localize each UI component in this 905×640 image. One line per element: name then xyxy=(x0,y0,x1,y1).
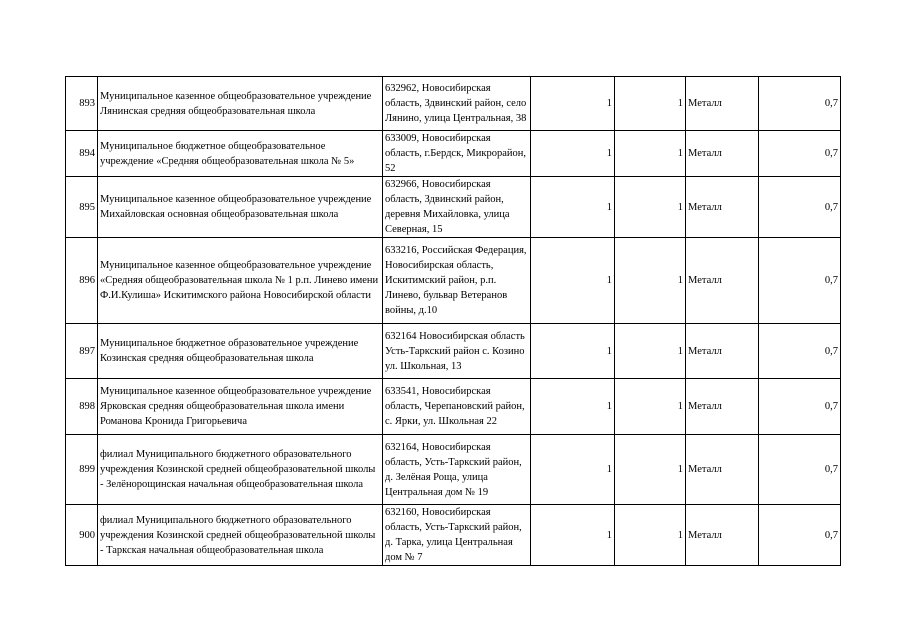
institution-address: 632966, Новосибирская область, Здвинский район, деревня Михайловка, улица Северная, 15 xyxy=(383,177,531,238)
table-row xyxy=(66,238,841,324)
institution-name: филиал Муниципального бюджетного образовательного учреждения Козинской средней общеобразовательной школы - Таркская начальная общеобразовательная школа xyxy=(98,505,383,566)
material: Металл xyxy=(686,379,759,435)
quantity-2: 1 xyxy=(615,379,686,435)
institution-name: Муниципальное казенное общеобразовательное учреждение «Средняя общеобразовательная школа № 1 р.п. Линево имени Ф.И.Кулиша» Искитимского района Новосибирской области xyxy=(98,238,383,324)
row-number: 895 xyxy=(66,177,98,238)
table-row xyxy=(66,505,841,566)
institution-name: Муниципальное казенное общеобразовательное учреждение Михайловская основная общеобразовательная школа xyxy=(98,177,383,238)
institution-address: 633216, Российская Федерация, Новосибирская область, Искитимский район, р.п. Линево, бульвар Ветеранов войны, д.10 xyxy=(383,238,531,324)
volume: 0,7 xyxy=(759,435,841,505)
row-number: 899 xyxy=(66,435,98,505)
quantity-2: 1 xyxy=(615,238,686,324)
quantity-1: 1 xyxy=(531,505,615,566)
table-row xyxy=(66,177,841,238)
quantity-1: 1 xyxy=(531,77,615,131)
registry-rows xyxy=(66,77,841,566)
institution-address: 632160, Новосибирская область, Усть-Таркский район, д. Тарка, улица Центральная дом № 7 xyxy=(383,505,531,566)
material: Металл xyxy=(686,505,759,566)
material: Металл xyxy=(686,238,759,324)
quantity-1: 1 xyxy=(531,379,615,435)
material: Металл xyxy=(686,324,759,379)
institution-address: 632962, Новосибирская область, Здвинский район, село Лянино, улица Центральная, 38 xyxy=(383,77,531,131)
volume: 0,7 xyxy=(759,379,841,435)
material: Металл xyxy=(686,177,759,238)
material: Металл xyxy=(686,77,759,131)
quantity-1: 1 xyxy=(531,435,615,505)
registry-table xyxy=(65,76,841,566)
quantity-2: 1 xyxy=(615,324,686,379)
institution-name: Муниципальное казенное общеобразовательное учреждение Ярковская средняя общеобразовательная школа имени Романова Кронида Григорьевича xyxy=(98,379,383,435)
quantity-2: 1 xyxy=(615,77,686,131)
quantity-1: 1 xyxy=(531,324,615,379)
volume: 0,7 xyxy=(759,77,841,131)
quantity-1: 1 xyxy=(531,131,615,177)
volume: 0,7 xyxy=(759,505,841,566)
table-row xyxy=(66,77,841,131)
volume: 0,7 xyxy=(759,324,841,379)
quantity-2: 1 xyxy=(615,177,686,238)
table-row xyxy=(66,379,841,435)
material: Металл xyxy=(686,435,759,505)
institution-name: Муниципальное бюджетное общеобразовательное учреждение «Средняя общеобразовательная школа № 5» xyxy=(98,131,383,177)
volume: 0,7 xyxy=(759,177,841,238)
row-number: 900 xyxy=(66,505,98,566)
quantity-2: 1 xyxy=(615,505,686,566)
institution-address: 633009, Новосибирская область, г.Бердск, Микрорайон, 52 xyxy=(383,131,531,177)
material: Металл xyxy=(686,131,759,177)
table-row xyxy=(66,435,841,505)
row-number: 894 xyxy=(66,131,98,177)
institution-name: Муниципальное казенное общеобразовательное учреждение Лянинская средняя общеобразовательная школа xyxy=(98,77,383,131)
quantity-1: 1 xyxy=(531,238,615,324)
table-row xyxy=(66,324,841,379)
volume: 0,7 xyxy=(759,238,841,324)
institution-name: Муниципальное бюджетное образовательное учреждение Козинская средняя общеобразовательная школа xyxy=(98,324,383,379)
table-row xyxy=(66,131,841,177)
quantity-1: 1 xyxy=(531,177,615,238)
row-number: 897 xyxy=(66,324,98,379)
quantity-2: 1 xyxy=(615,435,686,505)
volume: 0,7 xyxy=(759,131,841,177)
row-number: 898 xyxy=(66,379,98,435)
institution-address: 632164, Новосибирская область, Усть-Таркский район, д. Зелёная Роща, улица Центральная дом № 19 xyxy=(383,435,531,505)
row-number: 893 xyxy=(66,77,98,131)
institution-name: филиал Муниципального бюджетного образовательного учреждения Козинской средней общеобразовательной школы - Зелёнорощинская начальная общеобразовательная школа xyxy=(98,435,383,505)
institution-address: 633541, Новосибирская область, Черепановский район, с. Ярки, ул. Школьная 22 xyxy=(383,379,531,435)
quantity-2: 1 xyxy=(615,131,686,177)
row-number: 896 xyxy=(66,238,98,324)
institution-address: 632164 Новосибирская область Усть-Таркский район с. Козино ул. Школьная, 13 xyxy=(383,324,531,379)
